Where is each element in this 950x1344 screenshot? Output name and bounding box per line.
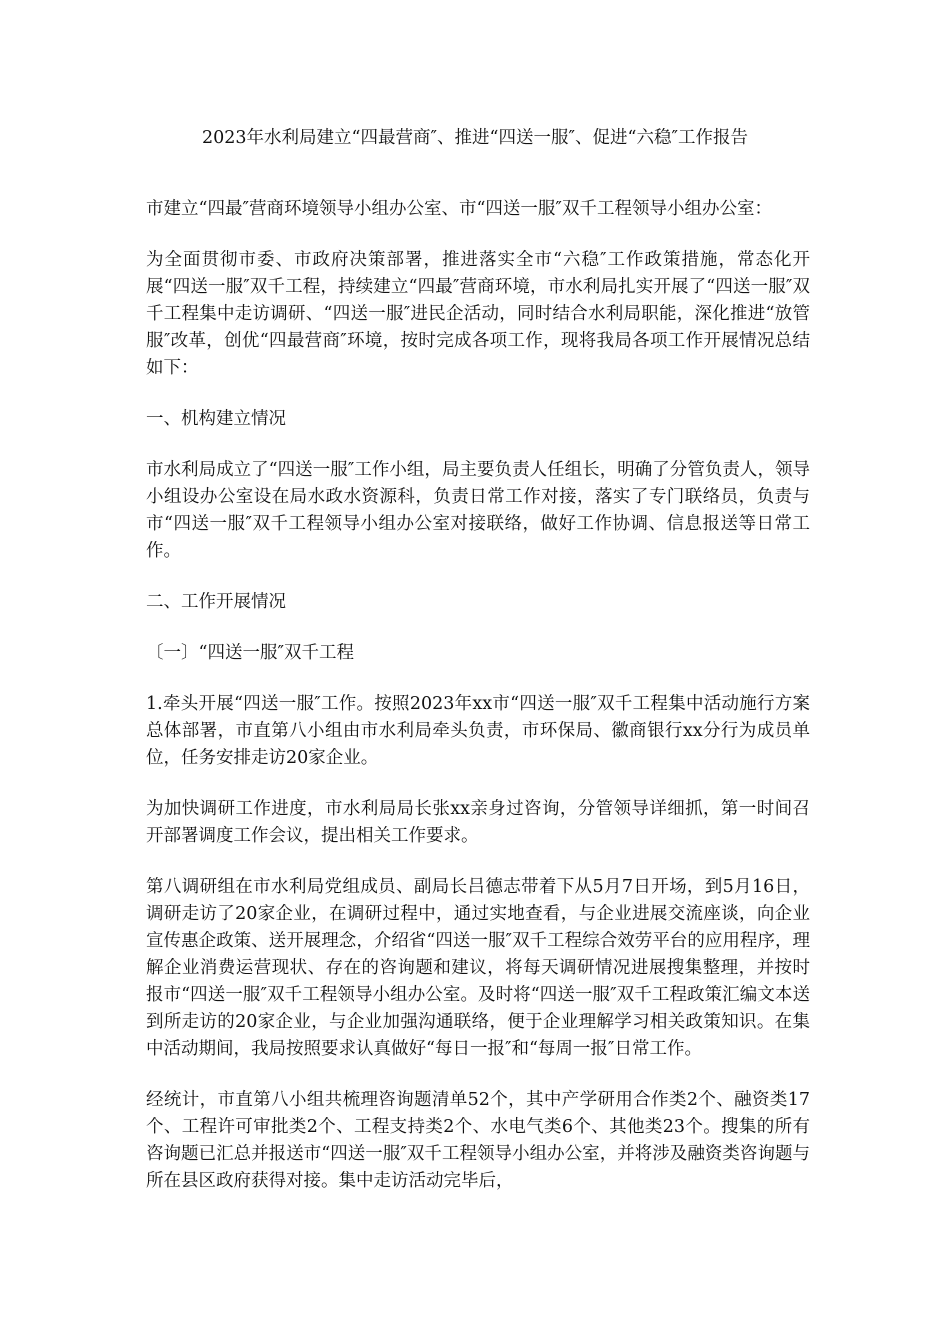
document-title: 2023年水利局建立“四最营商″、推进“四送一服″、促进“六稳″工作报告 (202, 128, 748, 148)
document-body (146, 196, 810, 1219)
body-paragraph: 为加快调研工作进度，市水利局局长张xx亲身过咨询，分管领导详细抓，第一时间召开部署调度工作会议，提出相关工作要求。 (146, 799, 810, 846)
section-heading-1: 一、机构建立情况 (146, 409, 286, 429)
body-paragraph: 市水利局成立了“四送一服″工作小组，局主要负责人任组长，明确了分管负责人，领导小组设办公室设在局水政水资源科，负责日常工作对接，落实了专门联络员，负责与市“四送一服″双千工程领导小组办公室对接联络，做好工作协调、信息报送等日常工作。 (146, 460, 810, 561)
section-heading-2: 二、工作开展情况 (146, 592, 286, 612)
intro-paragraph: 为全面贯彻市委、市政府决策部署，推进落实全市“六稳″工作政策措施，常态化开展“四送一服″双千工程，持续建立“四最″营商环境，市水利局扎实开展了“四送一服″双千工程集中走访调研、“四送一服″进民企活动，同时结合水利局职能，深化推进“放管服″改革，创优“四最营商″环境，按时完成各项工作，现将我局各项工作开展情况总结如下： (146, 250, 810, 378)
body-paragraph: 经统计，市直第八小组共梳理咨询题清单52个，其中产学研用合作类2个、融资类17个、工程许可审批类2个、工程支持类2个、水电气类6个、其他类23个。搜集的所有咨询题已汇总并报送市“四送一服″双千工程领导小组办公室，并将涉及融资类咨询题与所在县区政府获得对接。集中走访活动完毕后， (146, 1090, 810, 1191)
body-paragraph: 1.牵头开展“四送一服″工作。按照2023年xx市“四送一服″双千工程集中活动施行方案总体部署，市直第八小组由市水利局牵头负责，市环保局、徽商银行xx分行为成员单位，任务安排走访20家企业。 (146, 694, 810, 768)
body-paragraph: 第八调研组在市水利局党组成员、副局长吕德志带着下从5月7日开场，到5月16日，调研走访了20家企业，在调研过程中，通过实地查看，与企业进展交流座谈，向企业宣传惠企政策、送开展理念，介绍省“四送一服″双千工程综合效劳平台的应用程序，理解企业消费运营现状、存在的咨询题和建议，将每天调研情况进展搜集整理，并按时报市“四送一服″双千工程领导小组办公室。及时将“四送一服″双千工程政策汇编文本送到所走访的20家企业，与企业加强沟通联络，便于企业理解学习相关政策知识。在集中活动期间，我局按照要求认真做好“每日一报″和“每周一报″日常工作。 (146, 877, 810, 1059)
addressee-paragraph: 市建立“四最″营商环境领导小组办公室、市“四送一服″双千工程领导小组办公室： (146, 199, 772, 219)
subsection-heading-1: 〔一〕“四送一服″双千工程 (146, 643, 354, 663)
